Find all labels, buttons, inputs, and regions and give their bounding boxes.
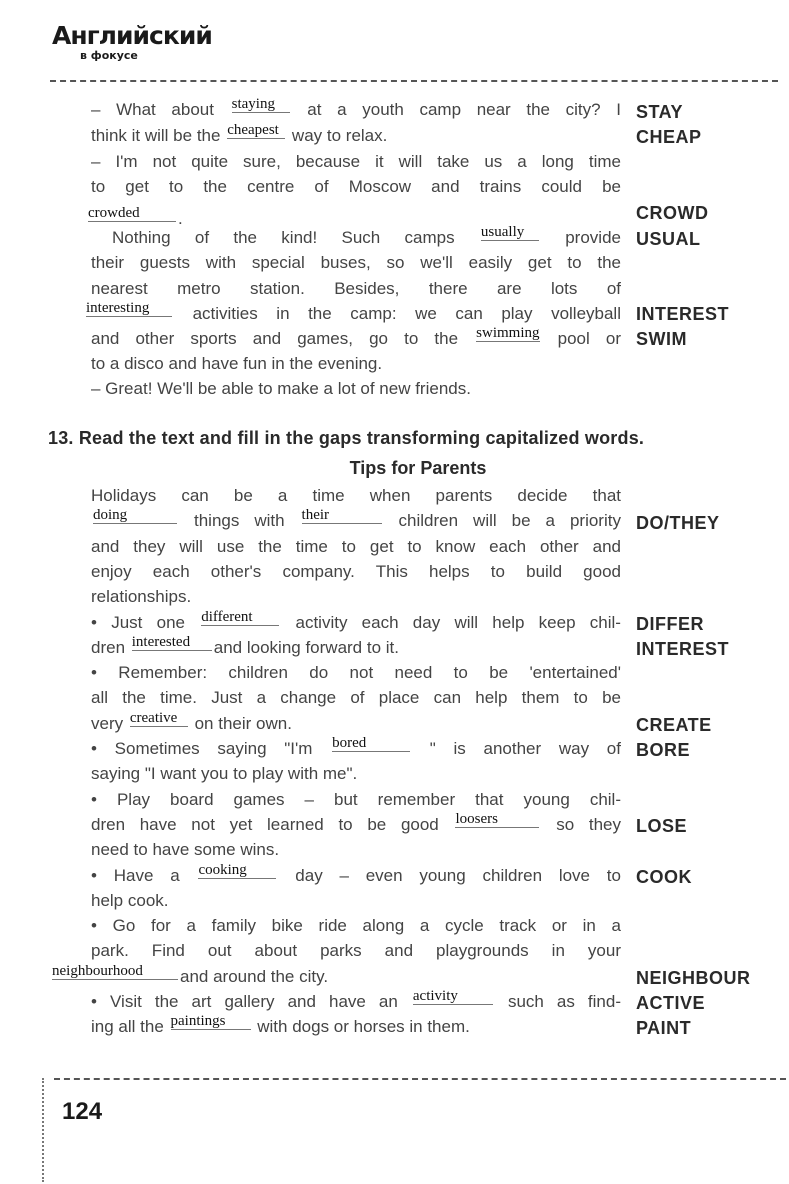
text-line: all the time. Just a change of place can help them to be bbox=[91, 688, 621, 707]
text-line: crowded . bbox=[88, 205, 183, 228]
text-line: nearest metro station. Besides, there are lots of bbox=[91, 279, 621, 298]
text-line: • Remember: children do not need to be 'entertained' bbox=[91, 663, 621, 682]
text-line: to a disco and have fun in the evening. bbox=[91, 354, 383, 373]
keyword: PAINT bbox=[636, 1018, 692, 1038]
keyword: BORE bbox=[636, 740, 691, 760]
keyword: CHEAP bbox=[636, 127, 702, 147]
text-line: dren have not yet learned to be good loosers so they bbox=[91, 811, 621, 834]
handwritten-answer: swimming bbox=[476, 325, 540, 341]
keyword: LOSE bbox=[636, 816, 688, 836]
handwritten-answer: crowded bbox=[88, 206, 176, 222]
text-line: relationships. bbox=[91, 587, 192, 606]
handwritten-answer: staying bbox=[232, 97, 290, 113]
text-line: ing all the paintings with dogs or horses in them. bbox=[91, 1013, 470, 1036]
keyword: ACTIVE bbox=[636, 993, 706, 1013]
text-line: – Great! We'll be able to make a lot of new friends. bbox=[91, 379, 471, 398]
text-line: interesting activities in the camp: we can play volleyball bbox=[86, 300, 621, 323]
keyword: USUAL bbox=[636, 229, 701, 249]
task-number: 13. bbox=[48, 428, 74, 448]
keyword: SWIM bbox=[636, 329, 687, 349]
text-line: to get to the centre of Moscow and trains could be bbox=[91, 177, 621, 196]
text-line: • Go for a family bike ride along a cycle track or in a bbox=[91, 916, 621, 935]
text-line: Holidays can be a time when parents decide that bbox=[91, 486, 621, 505]
margin-dots bbox=[42, 1078, 44, 1182]
text-line: dren interested and looking forward to it. bbox=[91, 634, 399, 657]
task-instruction bbox=[48, 428, 644, 449]
keyword: CREATE bbox=[636, 715, 712, 735]
keyword: INTEREST bbox=[636, 304, 730, 324]
footer-divider bbox=[54, 1078, 786, 1080]
text-line: – I'm not quite sure, because it will take us a long time bbox=[91, 152, 621, 171]
text-line: • Sometimes saying "I'm bored " is another way of bbox=[91, 735, 621, 758]
keyword: DO/THEY bbox=[636, 513, 720, 533]
text-line: park. Find out about parks and playgrounds in your bbox=[91, 941, 621, 960]
text-line: • Play board games – but remember that young chil- bbox=[91, 790, 621, 809]
text-line: • Just one different activity each day will help keep chil- bbox=[91, 609, 621, 632]
text-line: and other sports and games, go to the swimming pool or bbox=[91, 325, 621, 348]
header-divider bbox=[50, 80, 778, 82]
handwritten-answer: cooking bbox=[198, 863, 276, 879]
text-line: neighbourhood and around the city. bbox=[52, 963, 329, 986]
keyword: STAY bbox=[636, 102, 684, 122]
keyword: NEIGHBOUR bbox=[636, 968, 751, 988]
text-line: think it will be the cheapest way to relax. bbox=[91, 122, 388, 145]
logo-title: Английский bbox=[52, 21, 212, 50]
handwritten-answer: creative bbox=[130, 711, 188, 727]
handwritten-answer: different bbox=[201, 610, 279, 626]
keyword: DIFFER bbox=[636, 614, 704, 634]
text-line: very creative on their own. bbox=[91, 710, 292, 733]
keyword: COOK bbox=[636, 867, 692, 887]
logo-subtitle: в фокусе bbox=[80, 49, 138, 62]
handwritten-answer: usually bbox=[481, 225, 539, 241]
task-text: Read the text and fill in the gaps transforming capitalized words. bbox=[78, 428, 645, 448]
keyword: INTEREST bbox=[636, 639, 730, 659]
text-line: their guests with special buses, so we'll easily get to the bbox=[91, 253, 621, 272]
text-line: – What about staying at a youth camp near the city? I bbox=[91, 96, 621, 119]
handwritten-answer: interesting bbox=[86, 301, 172, 317]
text-line: and they will use the time to get to know each other and bbox=[91, 537, 621, 556]
textbook-logo bbox=[52, 22, 212, 62]
text-line: doing things with their children will be a priority bbox=[93, 507, 621, 530]
text-line: Nothing of the kind! Such camps usually provide bbox=[112, 224, 621, 247]
text-line: enjoy each other's company. This helps to build good bbox=[91, 562, 621, 581]
handwritten-answer: activity bbox=[413, 989, 493, 1005]
handwritten-answer: interested bbox=[132, 635, 212, 651]
handwritten-answer: their bbox=[302, 508, 382, 524]
handwritten-answer: loosers bbox=[455, 812, 539, 828]
handwritten-answer: cheapest bbox=[227, 123, 285, 139]
handwritten-answer: doing bbox=[93, 508, 177, 524]
text-line: help cook. bbox=[91, 891, 169, 910]
text-line: need to have some wins. bbox=[91, 840, 280, 859]
text-line: saying "I want you to play with me". bbox=[91, 764, 358, 783]
handwritten-answer: bored bbox=[332, 736, 410, 752]
page-number: 124 bbox=[62, 1098, 103, 1125]
handwritten-answer: neighbourhood bbox=[52, 964, 178, 980]
section-title: Tips for Parents bbox=[349, 458, 487, 478]
handwritten-answer: paintings bbox=[171, 1014, 251, 1030]
text-line: • Visit the art gallery and have an activity such as find- bbox=[91, 988, 621, 1011]
text-line: • Have a cooking day – even young children love to bbox=[91, 862, 621, 885]
keyword: CROWD bbox=[636, 203, 709, 223]
